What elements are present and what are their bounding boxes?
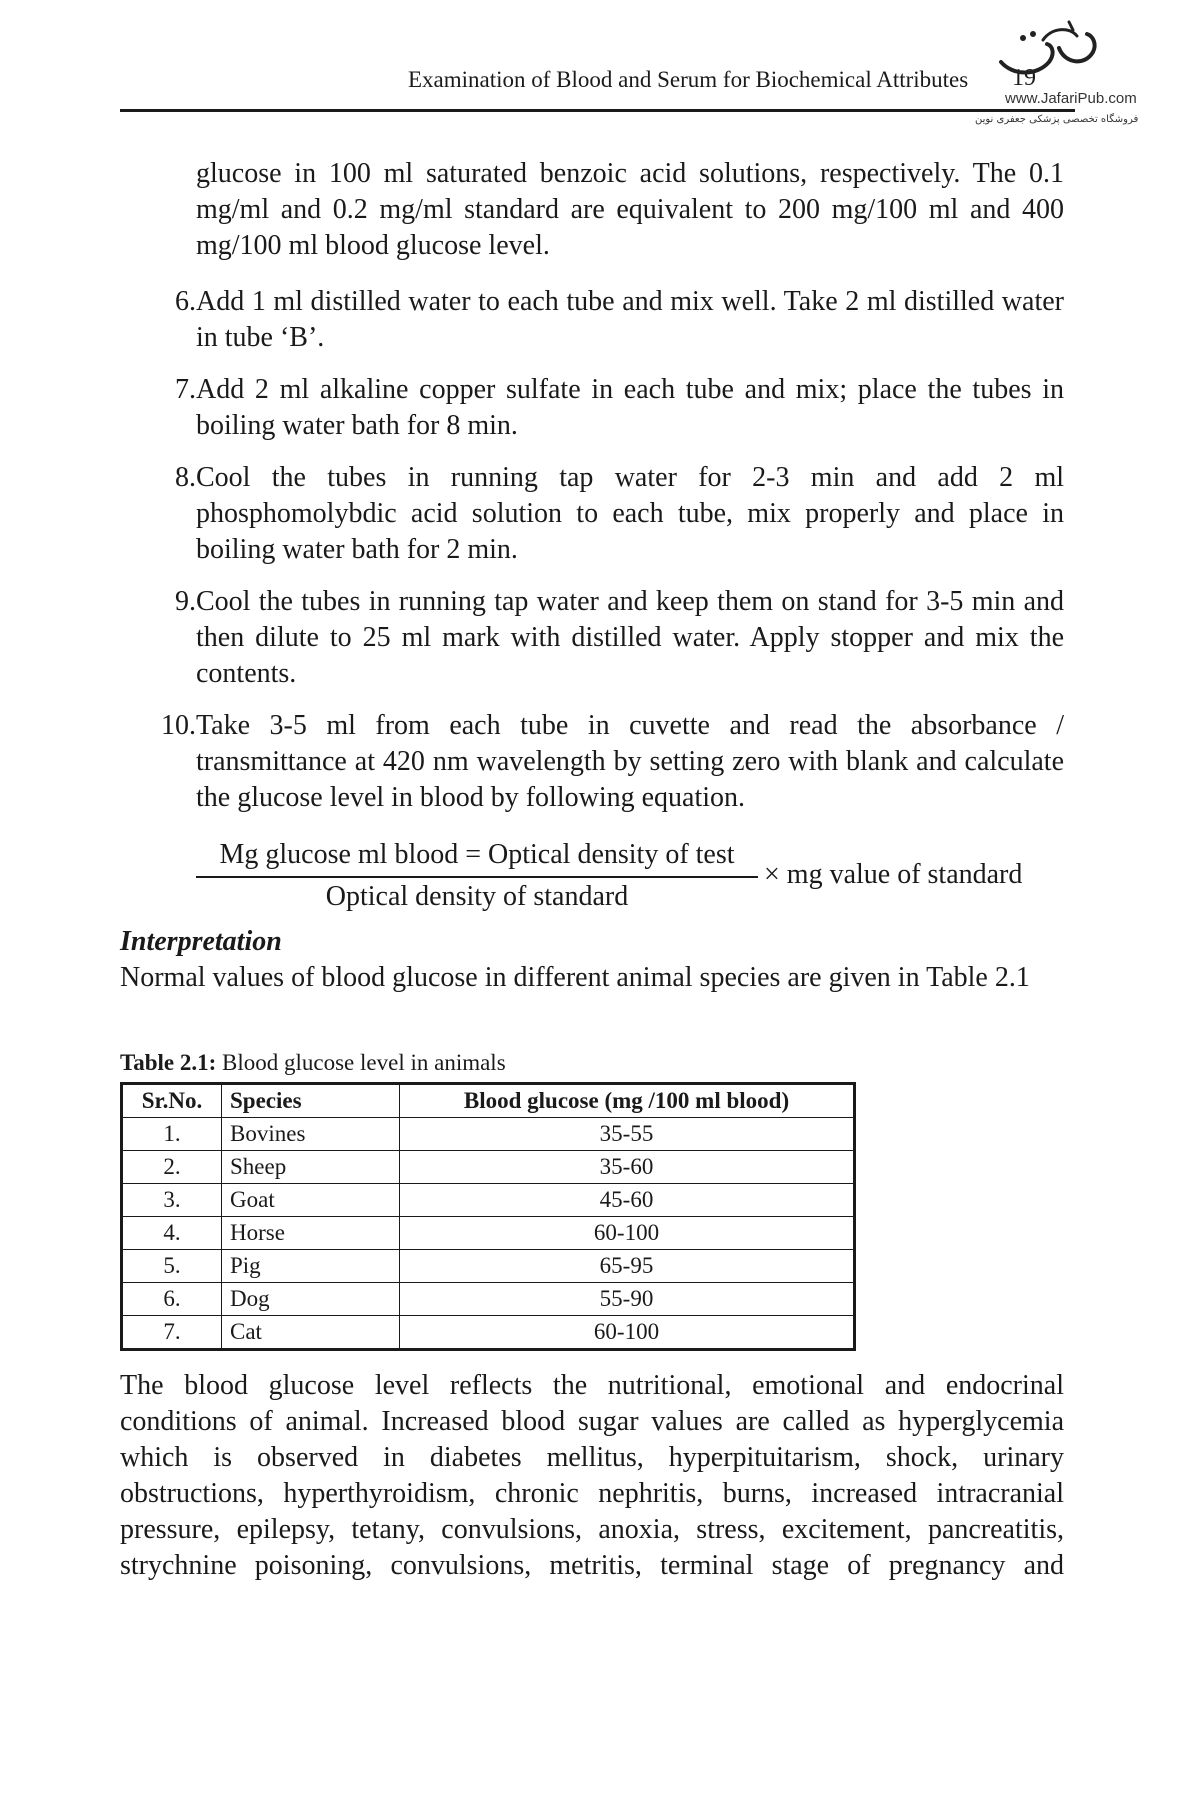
cell-srno: 7.	[122, 1316, 222, 1350]
table-row	[122, 1184, 855, 1217]
cell-srno: 5.	[122, 1250, 222, 1283]
table-row	[122, 1118, 855, 1151]
cell-species: Cat	[222, 1316, 400, 1350]
publisher-url: www.JafariPub.com	[1005, 90, 1137, 107]
cell-srno: 1.	[122, 1118, 222, 1151]
continuation-paragraph: glucose in 100 ml saturated benzoic acid solutions, respectively. The 0.1 mg/ml and 0.2 mg/ml standard are equivalent to 200 mg/100 ml and 400 mg/100 ml blood glucose level.	[196, 158, 1064, 261]
cell-species: Dog	[222, 1283, 400, 1316]
publisher-logo-icon	[993, 18, 1103, 88]
table-row	[122, 1217, 855, 1250]
publisher-watermark	[975, 18, 1145, 133]
cell-srno: 4.	[122, 1217, 222, 1250]
running-header-title: Examination of Blood and Serum for Biochemical Attributes	[408, 67, 969, 92]
step-text: Cool the tubes in running tap water for 2-3 min and add 2 ml phosphomolybdic acid solution to each tube, mix properly and place in boiling water bath for 2 min.	[196, 462, 1064, 565]
step-text: Add 2 ml alkaline copper sulfate in each tube and mix; place the tubes in boiling water bath for 8 min.	[196, 374, 1064, 441]
cell-species: Pig	[222, 1250, 400, 1283]
procedure-steps	[120, 284, 1064, 832]
glucose-equation	[196, 838, 1056, 918]
table-row	[122, 1250, 855, 1283]
step-number: 10.	[161, 710, 196, 741]
step-text: Add 1 ml distilled water to each tube and mix well. Take 2 ml distilled water in tube ‘B’.	[196, 286, 1064, 353]
cell-species: Goat	[222, 1184, 400, 1217]
final-paragraph: The blood glucose level reflects the nutritional, emotional and endocrinal conditions of animal. Increased blood sugar values are called as hyperglycemia which is observed in diabetes mellitus, hyperpituitarism, shock, urinary obstructions, hyperthyroidism, chronic nephritis, burns, increased intracranial pressure, epilepsy, tetany, convulsions, anoxia, stress, excitement, pancreatitis, strychnine poisoning, convulsions, metritis, terminal stage of pregnancy and	[120, 1370, 1064, 1581]
step-text: Take 3-5 ml from each tube in cuvette and read the absorbance / transmittance at 420 nm wavelength by setting zero with blank and calculate the glucose level in blood by following equation.	[196, 710, 1064, 813]
cell-blood-glucose: 60-100	[400, 1316, 855, 1350]
procedure-step	[120, 584, 1064, 692]
cell-blood-glucose: 45-60	[400, 1184, 855, 1217]
table-row	[122, 1316, 855, 1350]
procedure-step	[120, 284, 1064, 356]
equation-multiplier: × mg value of standard	[764, 859, 1023, 890]
cell-blood-glucose: 65-95	[400, 1250, 855, 1283]
equation-denominator: Optical density of standard	[325, 881, 629, 912]
procedure-step	[120, 708, 1064, 816]
step-number: 6.	[175, 286, 196, 317]
table-header-row	[122, 1084, 855, 1118]
fraction-bar	[196, 876, 758, 878]
table-caption	[120, 1048, 506, 1078]
section-heading-interpretation: Interpretation	[120, 926, 282, 957]
cell-blood-glucose: 35-60	[400, 1151, 855, 1184]
step-number: 8.	[175, 462, 196, 493]
table-caption-text: Blood glucose level in animals	[216, 1050, 506, 1075]
cell-species: Bovines	[222, 1118, 400, 1151]
equation-numerator: Mg glucose ml blood = Optical density of test	[219, 839, 735, 870]
blood-glucose-table	[120, 1082, 856, 1351]
column-header-blood-glucose: Blood glucose (mg /100 ml blood)	[400, 1084, 855, 1118]
table-caption-label: Table 2.1:	[120, 1050, 217, 1075]
column-header-species: Species	[222, 1084, 400, 1118]
cell-blood-glucose: 60-100	[400, 1217, 855, 1250]
page-number: 19	[1012, 65, 1036, 91]
cell-species: Sheep	[222, 1151, 400, 1184]
column-header-srno: Sr.No.	[122, 1084, 222, 1118]
interpretation-paragraph: Normal values of blood glucose in different animal species are given in Table 2.1	[120, 962, 1030, 993]
table-row	[122, 1283, 855, 1316]
header-rule	[120, 109, 1075, 112]
table-row	[122, 1151, 855, 1184]
procedure-step	[120, 460, 1064, 568]
cell-blood-glucose: 35-55	[400, 1118, 855, 1151]
step-number: 7.	[175, 374, 196, 405]
step-text: Cool the tubes in running tap water and keep them on stand for 3-5 min and then dilute to 25 ml mark with distilled water. Apply stopper and mix the contents.	[196, 586, 1064, 689]
cell-srno: 2.	[122, 1151, 222, 1184]
publisher-tagline: فروشگاه تخصصی پزشکی جعفری نوین	[975, 114, 1139, 125]
cell-species: Horse	[222, 1217, 400, 1250]
step-number: 9.	[175, 586, 196, 617]
cell-blood-glucose: 55-90	[400, 1283, 855, 1316]
cell-srno: 3.	[122, 1184, 222, 1217]
cell-srno: 6.	[122, 1283, 222, 1316]
procedure-step	[120, 372, 1064, 444]
